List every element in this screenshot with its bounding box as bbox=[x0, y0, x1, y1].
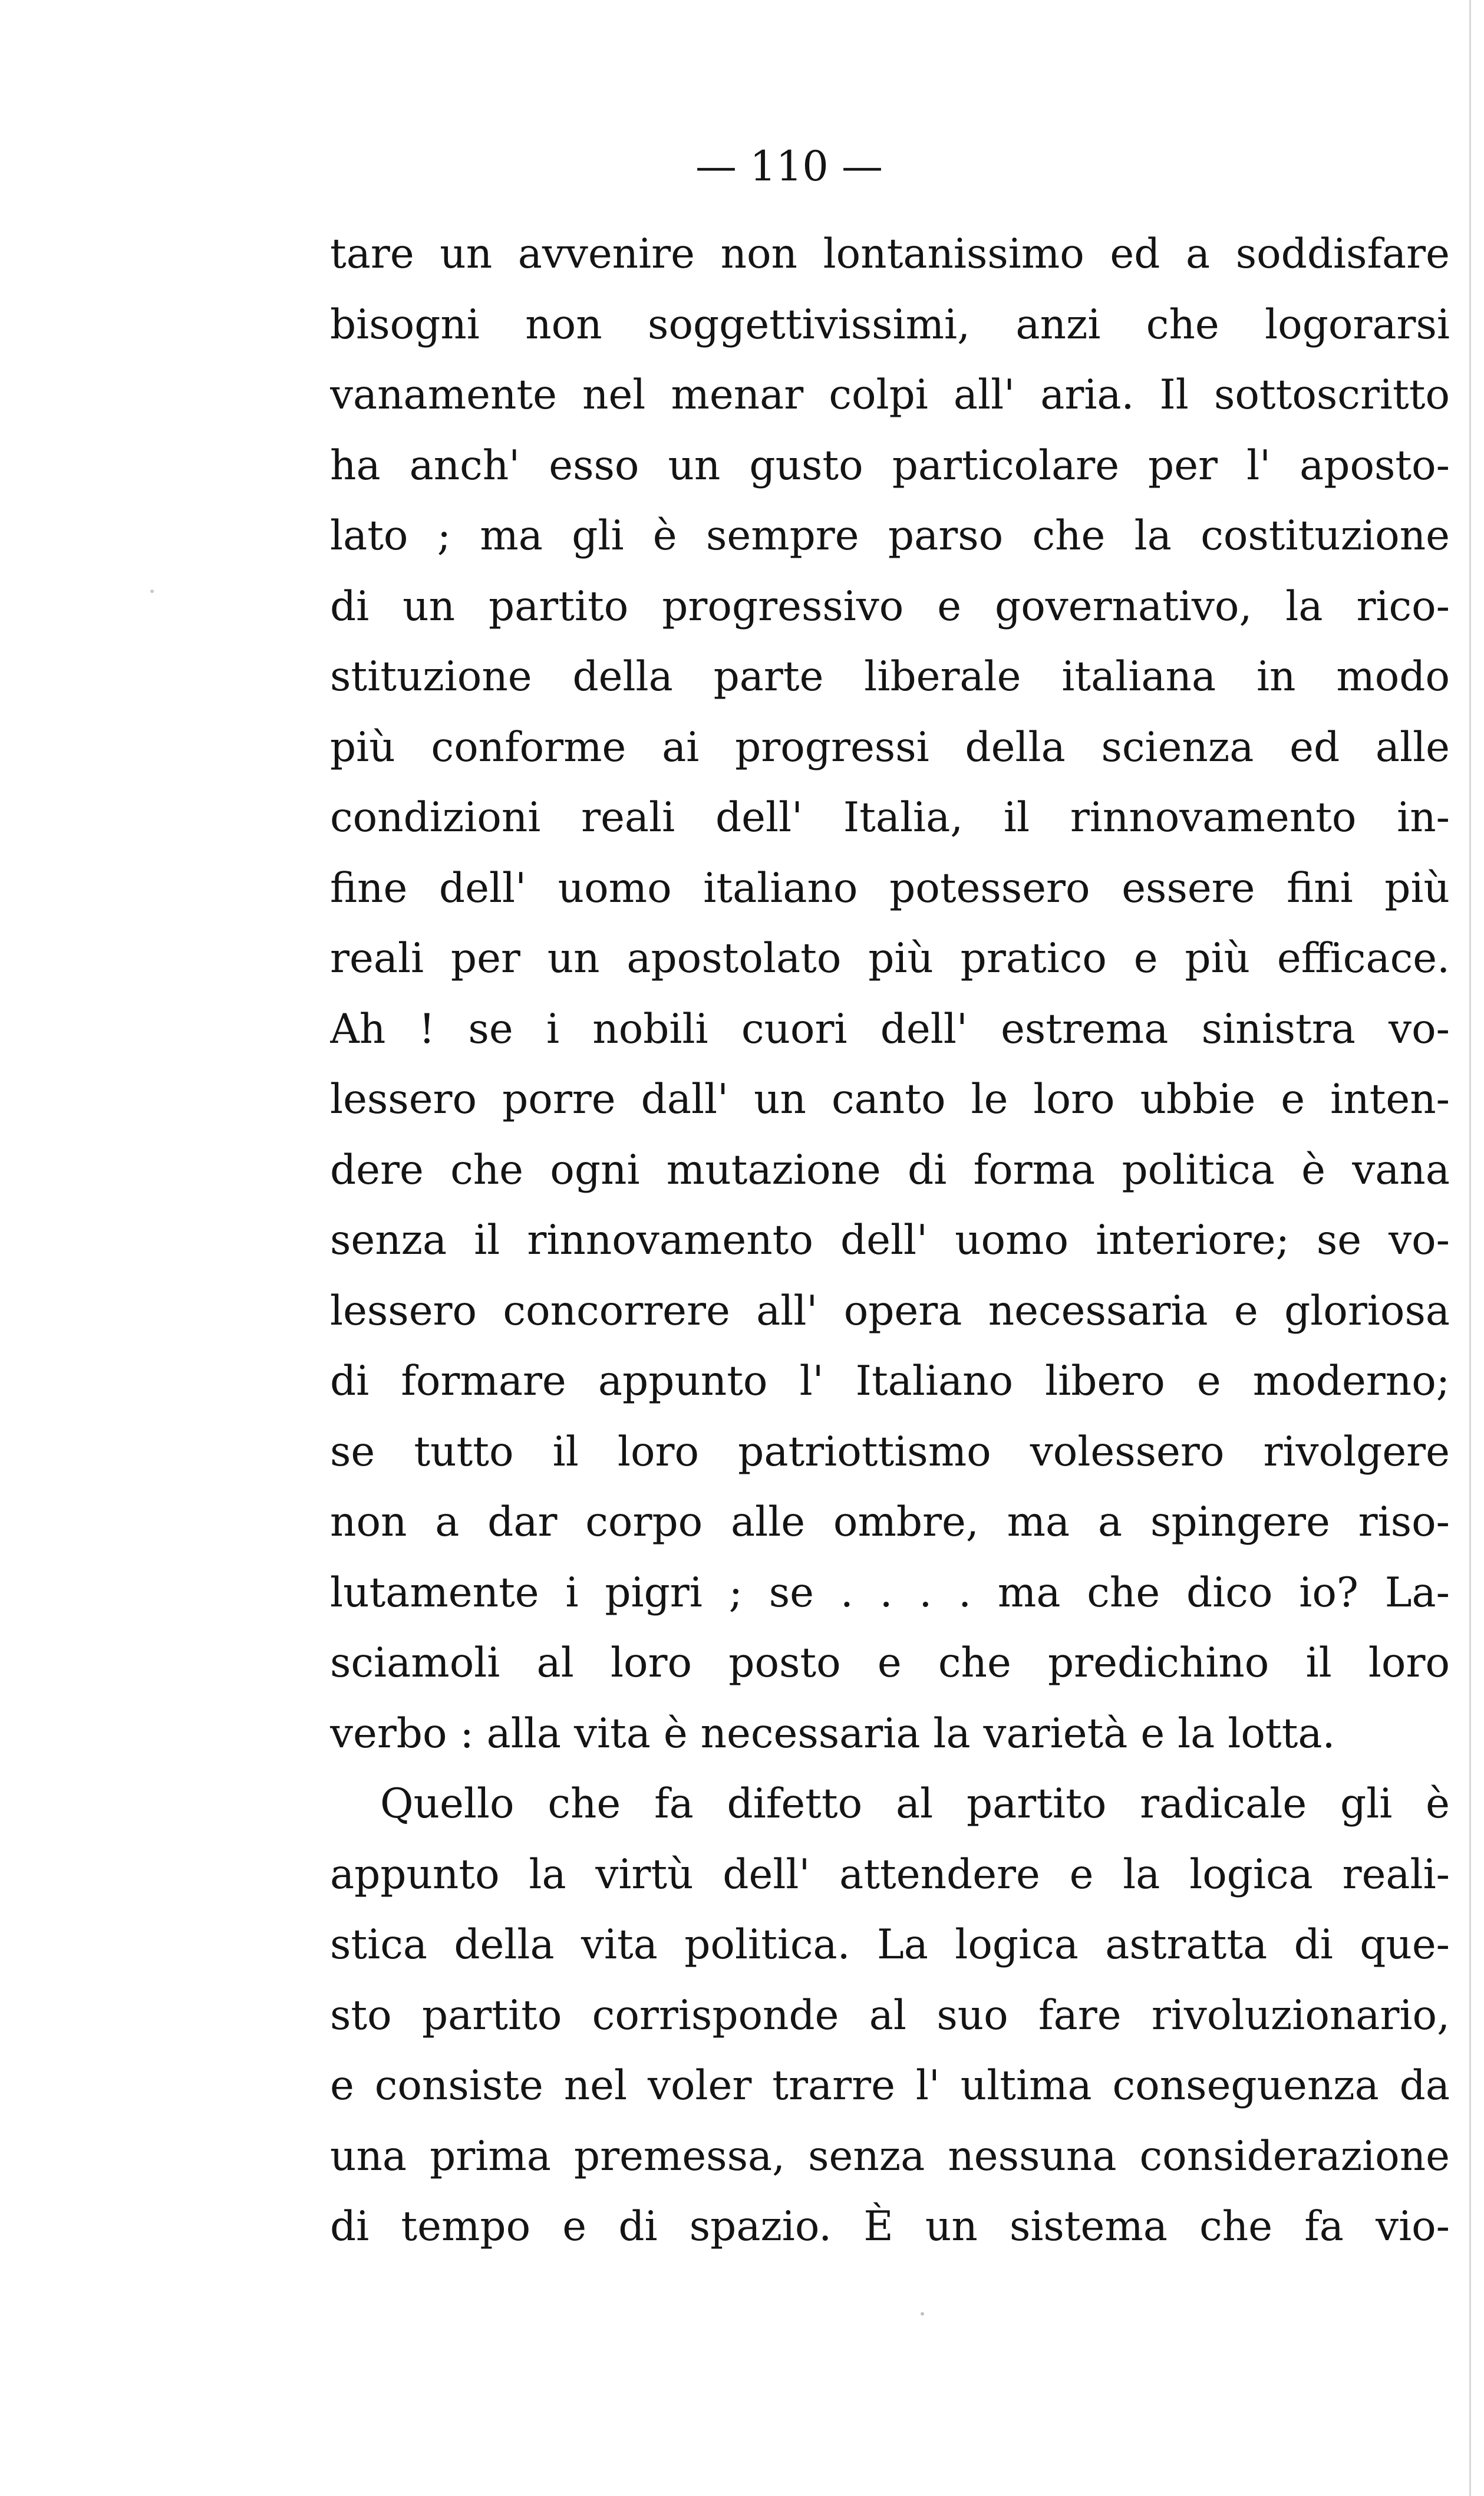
paper-speck bbox=[150, 590, 154, 593]
text-line: più conforme ai progressi della scienza ed alle bbox=[330, 723, 1450, 771]
text-line: verbo : alla vita è necessaria la varietà e la lotta. bbox=[330, 1710, 1335, 1757]
text-line: vanamente nel menar colpi all' aria. Il sottoscritto bbox=[330, 371, 1450, 419]
page-number: — 110 — bbox=[695, 142, 883, 190]
text-line: dere che ogni mutazione di forma politica è vana bbox=[330, 1146, 1450, 1194]
text-line: di formare appunto l' Italiano libero e moderno; bbox=[330, 1358, 1450, 1405]
text-line: Ah ! se i nobili cuori dell' estrema sinistra vo- bbox=[330, 1005, 1450, 1053]
text-line: stituzione della parte liberale italiana in modo bbox=[330, 653, 1450, 700]
text-line: se tutto il loro patriottismo volessero rivolgere bbox=[330, 1428, 1450, 1476]
text-line: e consiste nel voler trarre l' ultima conseguenza da bbox=[330, 2062, 1450, 2109]
text-line: una prima premessa, senza nessuna considerazione bbox=[330, 2132, 1450, 2180]
text-line: lato ; ma gli è sempre parso che la costituzione bbox=[330, 512, 1450, 559]
text-line: reali per un apostolato più pratico e più efficace. bbox=[330, 935, 1450, 982]
text-line: stica della vita politica. La logica astratta di que- bbox=[330, 1921, 1450, 1968]
text-line: ha anch' esso un gusto particolare per l' aposto- bbox=[330, 442, 1450, 489]
text-line: senza il rinnovamento dell' uomo interiore; se vo- bbox=[330, 1217, 1450, 1264]
text-line: non a dar corpo alle ombre, ma a spingere riso- bbox=[330, 1499, 1450, 1546]
text-line: condizioni reali dell' Italia, il rinnovamento in- bbox=[330, 794, 1450, 841]
text-line: lessero porre dall' un canto le loro ubbie e inten- bbox=[330, 1076, 1450, 1123]
text-line: bisogni non soggettivissimi, anzi che logorarsi bbox=[330, 301, 1450, 348]
text-line: lessero concorrere all' opera necessaria e gloriosa bbox=[330, 1287, 1450, 1335]
text-line: sto partito corrisponde al suo fare rivoluzionario, bbox=[330, 1991, 1450, 2039]
text-line: fine dell' uomo italiano potessero essere fini più bbox=[330, 864, 1450, 912]
text-line: sciamoli al loro posto e che predichino il loro bbox=[330, 1639, 1450, 1687]
text-line: Quello che fa difetto al partito radicale gli è bbox=[380, 1780, 1450, 1827]
body-text bbox=[330, 219, 1450, 2263]
text-line: tare un avvenire non lontanissimo ed a soddisfare bbox=[330, 230, 1450, 278]
text-line: appunto la virtù dell' attendere e la logica reali- bbox=[330, 1850, 1450, 1898]
text-line: di un partito progressivo e governativo, la rico- bbox=[330, 582, 1450, 630]
paper-speck bbox=[921, 2312, 924, 2316]
page-edge-shadow bbox=[1469, 0, 1471, 2496]
text-line: lutamente i pigri ; se . . . . ma che dico io? La- bbox=[330, 1569, 1450, 1616]
text-line: di tempo e di spazio. È un sistema che fa vio- bbox=[330, 2203, 1450, 2250]
